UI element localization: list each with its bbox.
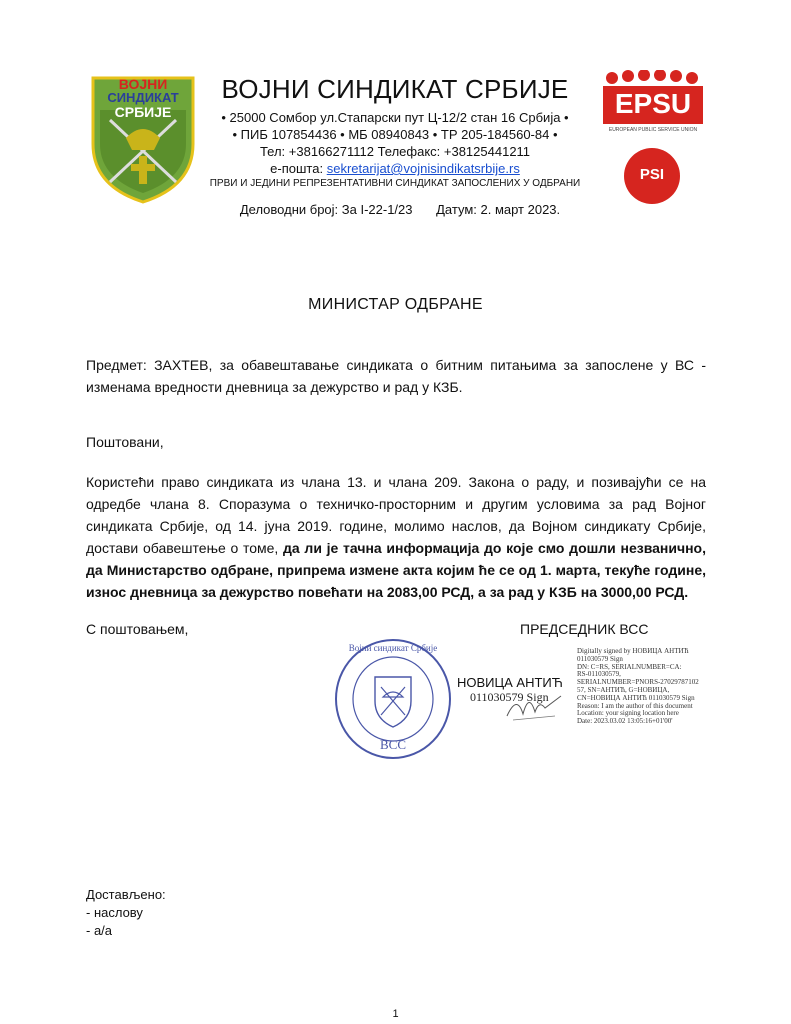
distribution-label: Достављено: xyxy=(86,887,166,902)
body-text-bold: да ли је тачна информација до које смо дошли незванично, да Министарство одбране, припрема измене акта којим ће се од 1. марта, текуће године, износ дневница за дежурство повећати на 2083,00 РСД, а за рад у КЗБ на 3000,00 РСД. xyxy=(86,540,706,600)
letterhead-address: • 25000 Сомбор ул.Стапарски пут Ц-12/2 стан 16 Србија • xyxy=(221,110,569,125)
distribution-item: - а/а xyxy=(86,923,113,938)
stamp-abbreviation: ВСС xyxy=(379,737,406,752)
handwritten-signature xyxy=(505,686,565,726)
union-shield-logo xyxy=(88,74,198,206)
psi-label: PSI xyxy=(639,166,665,183)
digital-signature-block xyxy=(577,648,727,726)
president-title: ПРЕДСЕДНИК ВСС xyxy=(520,621,649,637)
subject-paragraph: Предмет: ЗАХТЕВ, за обавештавање синдиката о битним питањима за запослене у ВС - изменама вредности дневница за дежурство и рад у КЗБ. xyxy=(86,357,706,395)
signer-name: НОВИЦА АНТИЋ xyxy=(457,675,563,690)
recipient-heading: МИНИСТАР ОДБРАНЕ xyxy=(308,296,483,313)
reference-line xyxy=(190,202,610,217)
body-paragraph xyxy=(86,471,706,603)
letterhead-tagline: ПРВИ И ЈЕДИНИ РЕПРЕЗЕНТАТИВНИ СИНДИКАТ ЗАПОСЛЕНИХ У ОДБРАНИ xyxy=(209,178,581,189)
digital-signature-line: DN: C=RS, SERIALNUMBER=CA: xyxy=(577,662,682,671)
digital-signature-line: SERIALNUMBER=PNORS-27029787102 xyxy=(577,678,699,687)
closing: С поштовањем, xyxy=(86,621,189,637)
letterhead-title: ВОЈНИ СИНДИКАТ СРБИЈЕ xyxy=(221,74,569,104)
logo-text-bottom: СРБИЈЕ xyxy=(114,104,172,120)
union-stamp xyxy=(333,637,453,761)
email-link[interactable]: sekretarijat@vojnisindikatsrbije.rs xyxy=(326,161,520,176)
distribution-item: - наслову xyxy=(86,905,143,920)
page-number: 1 xyxy=(392,1008,399,1020)
digital-signature-line: RS-011030579, xyxy=(577,670,621,679)
digital-signature-line: Date: 2023.03.02 13:05:16+01'00' xyxy=(577,717,673,726)
reference-number: Деловодни број: За I-22-1/23 xyxy=(239,202,413,217)
digital-signature-line: Location: your signing location here xyxy=(577,709,679,718)
logo-text-mid: СИНДИКАТ xyxy=(107,90,179,105)
body-text: Користећи право синдиката из члана 13. и члана 209. Закона о раду, и позивајући се на одредбе члана 8. Споразума о техничко-просторним и другим условима за рад Војног синдиката Србије, од 14. јуна 2019. године, молимо наслов, да Војном синдикату Србије, достави обавештење о томе, xyxy=(86,474,706,556)
digital-signature-line: CN=НОВИЦА АНТИЋ 011030579 Sign xyxy=(577,693,695,702)
epsu-subtitle: EUROPEAN PUBLIC SERVICE UNION xyxy=(608,127,698,133)
digital-signature-line: Digitally signed by НОВИЦА АНТИЋ xyxy=(577,647,689,655)
distribution-list xyxy=(86,886,166,940)
psi-logo xyxy=(622,146,682,206)
letterhead-ids: • ПИБ 107854436 • МБ 08940843 • ТР 205-184560-84 • xyxy=(232,127,558,142)
logo-text-top: ВОЈНИ xyxy=(118,76,168,92)
reference-date: Датум: 2. март 2023. xyxy=(436,202,561,217)
digital-signature-line: Reason: I am the author of this document xyxy=(577,701,693,710)
greeting: Поштовани, xyxy=(86,434,164,450)
epsu-logo xyxy=(603,70,703,140)
letterhead-phones: Тел: +38166271112 Телефакс: +38125441211 xyxy=(259,144,531,159)
email-label: е-пошта: xyxy=(270,161,324,176)
stamp-text: Војни синдикат Србије xyxy=(348,643,438,653)
digital-signature-line: 57, SN=АНТИЋ, G=НОВИЦА, xyxy=(577,685,670,694)
letterhead-email-line xyxy=(200,161,590,176)
digital-signature-line: 011030579 Sign xyxy=(577,654,623,663)
epsu-label: EPSU xyxy=(614,88,692,119)
signer-id: 011030579 Sign xyxy=(470,690,549,704)
